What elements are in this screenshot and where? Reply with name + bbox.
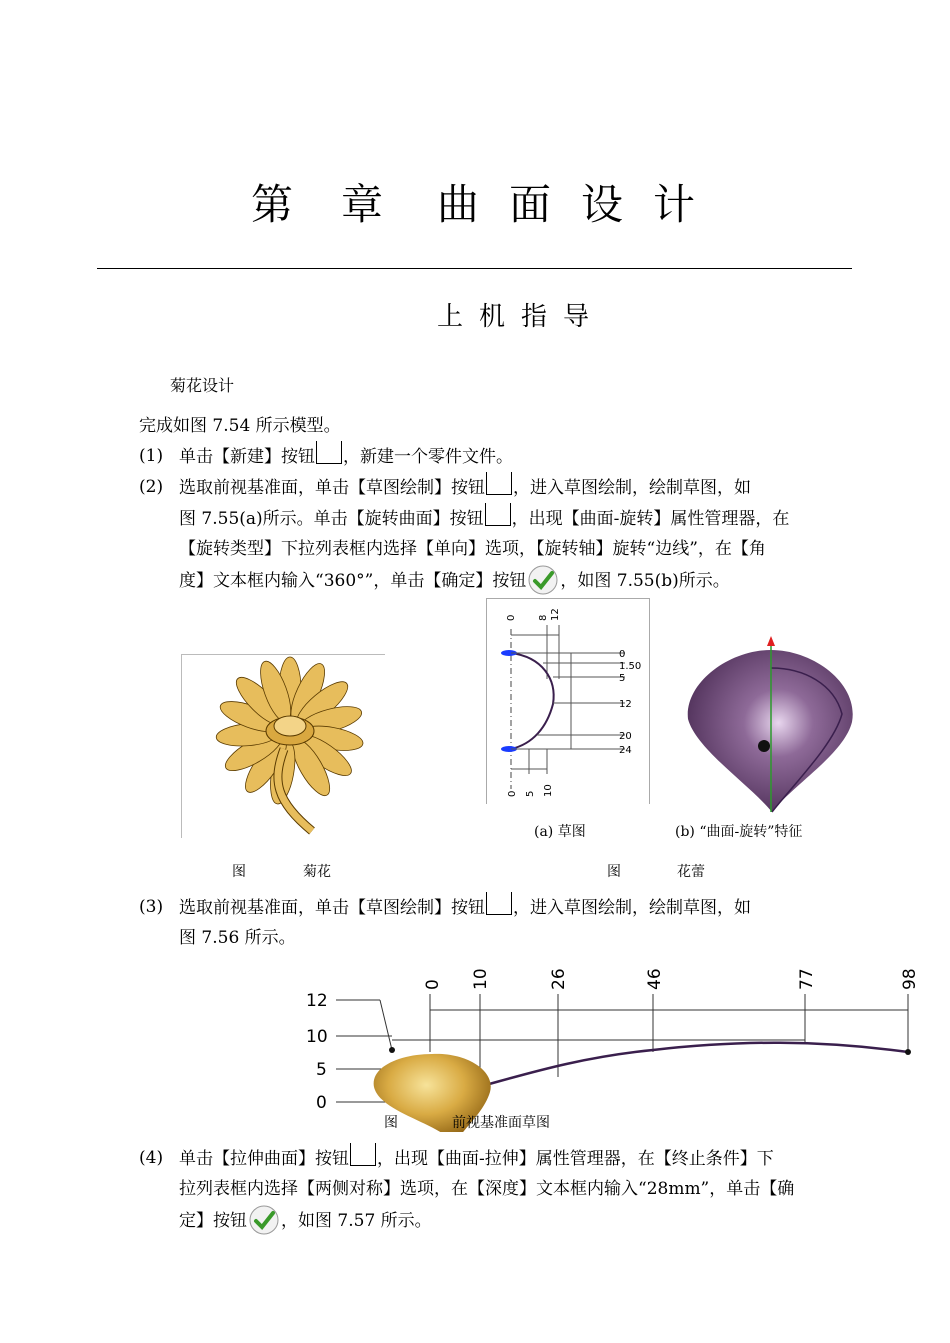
chapter-title xyxy=(0,172,950,232)
dim-label: 0 xyxy=(507,790,518,797)
dim-label: 77 xyxy=(797,968,817,990)
sketch-button-icon[interactable] xyxy=(486,892,512,915)
dim-label: 12 xyxy=(306,991,328,1011)
caption-a: (a) 草图 xyxy=(534,824,586,840)
subtitle-char: 上 xyxy=(436,302,463,332)
chapter-char: 设 xyxy=(581,180,628,229)
step-text: 图 7.56 所示。 xyxy=(179,928,296,948)
dim-label: 46 xyxy=(645,968,665,990)
new-button-icon[interactable] xyxy=(316,441,342,464)
fig756-name: 前视基准面草图 xyxy=(452,1115,550,1131)
bud-surface-render xyxy=(684,634,859,814)
dim-label: 12 xyxy=(550,608,561,621)
chapter-char: 章 xyxy=(340,180,387,229)
fig755-label: 图 xyxy=(607,864,621,880)
step-2 xyxy=(139,472,859,596)
front-plane-sketch-drawing xyxy=(300,962,930,1132)
sketch-button-icon[interactable] xyxy=(486,472,512,495)
dim-label: 20 xyxy=(619,731,632,742)
section-title: 菊花设计 xyxy=(170,376,235,395)
step-text: 图 7.55(a)所示。单击【旋转曲面】按钮 xyxy=(179,509,484,529)
step-number: (4) xyxy=(139,1148,164,1168)
revolve-surface-button-icon[interactable] xyxy=(485,503,511,526)
bud-sketch-drawing xyxy=(487,599,649,804)
step-text: 单击【拉伸曲面】按钮 xyxy=(179,1149,349,1169)
fig754-name: 菊花 xyxy=(303,864,331,880)
step-text: 定】按钮 xyxy=(179,1211,247,1231)
fig755-name: 花蕾 xyxy=(677,864,705,880)
dim-label: 24 xyxy=(619,745,632,756)
step-text: 【旋转类型】下拉列表框内选择【单向】选项，【旋转轴】旋转“边线”，在【角 xyxy=(179,539,766,559)
subtitle-char: 指 xyxy=(521,302,548,332)
step-text: 单击【新建】按钮 xyxy=(179,447,315,467)
step-4 xyxy=(139,1143,859,1236)
step-text: ，进入草图绘制，绘制草图，如 xyxy=(513,478,751,498)
step-3 xyxy=(139,892,859,953)
dim-label: 10 xyxy=(543,784,554,797)
figure-bud-surface xyxy=(684,634,859,814)
step-text: ，如图 7.55(b)所示。 xyxy=(560,571,730,591)
step-number: (2) xyxy=(139,477,164,497)
subtitle-char: 机 xyxy=(478,302,505,332)
step-text: ，进入草图绘制，绘制草图，如 xyxy=(513,898,751,918)
confirm-check-icon[interactable] xyxy=(248,1204,280,1236)
title-rule xyxy=(97,268,852,269)
step-text: 选取前视基准面，单击【草图绘制】按钮 xyxy=(179,478,485,498)
dim-label: 5 xyxy=(619,673,626,684)
dim-label: 0 xyxy=(423,979,443,990)
figure-front-plane-sketch xyxy=(300,962,930,1132)
dim-label: 0 xyxy=(506,614,517,621)
dim-label: 5 xyxy=(525,790,536,797)
intro-text: 完成如图 7.54 所示模型。 xyxy=(139,416,341,436)
dim-label: 8 xyxy=(538,614,549,621)
step-text: 选取前视基准面，单击【草图绘制】按钮 xyxy=(179,898,485,918)
flower-image xyxy=(182,655,385,838)
extrude-surface-button-icon[interactable] xyxy=(350,1143,376,1166)
step-1 xyxy=(139,441,859,472)
dim-label: 10 xyxy=(471,968,491,990)
figure-bud-sketch xyxy=(486,598,650,804)
dim-label: 98 xyxy=(900,968,920,990)
step-number: (1) xyxy=(139,446,164,466)
dim-label: 5 xyxy=(316,1060,327,1080)
confirm-check-icon[interactable] xyxy=(527,564,559,596)
dim-label: 0 xyxy=(316,1093,327,1113)
step-text: ，新建一个零件文件。 xyxy=(343,447,513,467)
step-text: ，出现【曲面-拉伸】属性管理器，在【终止条件】下 xyxy=(377,1149,774,1169)
step-text: ，如图 7.57 所示。 xyxy=(281,1211,432,1231)
chapter-char: 第 xyxy=(250,180,297,229)
chapter-char: 面 xyxy=(509,180,556,229)
step-text: 拉列表框内选择【两侧对称】选项，在【深度】文本框内输入“28mm”，单击【确 xyxy=(179,1179,795,1199)
subtitle-char: 导 xyxy=(563,302,590,332)
dim-label: 10 xyxy=(306,1027,328,1047)
subtitle xyxy=(0,296,950,333)
caption-b: (b) “曲面-旋转”特征 xyxy=(675,824,803,840)
fig756-label: 图 xyxy=(384,1115,398,1131)
figure-flower xyxy=(181,654,385,838)
step-number: (3) xyxy=(139,897,164,917)
step-text: 度】文本框内输入“360°”，单击【确定】按钮 xyxy=(179,571,527,591)
dim-label: 0 xyxy=(619,649,626,660)
fig754-label: 图 xyxy=(232,864,246,880)
dim-label: 12 xyxy=(619,699,632,710)
dim-label: 1.50 xyxy=(619,661,642,672)
dim-label: 26 xyxy=(549,968,569,990)
chapter-char: 计 xyxy=(653,180,700,229)
step-text: ，出现【曲面-旋转】属性管理器，在 xyxy=(511,509,790,529)
chapter-char: 曲 xyxy=(436,180,483,229)
